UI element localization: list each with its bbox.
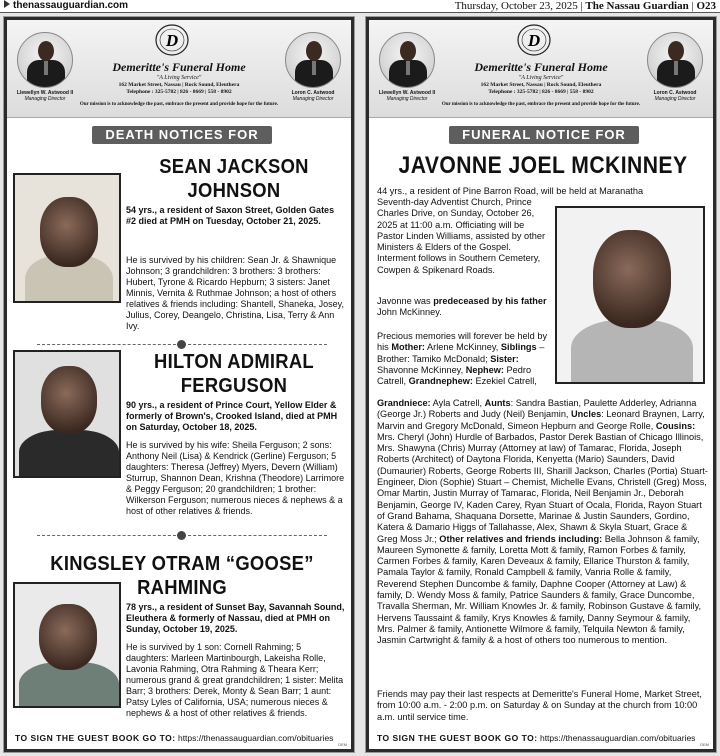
text: Pedro Catrell, [377, 364, 532, 387]
notice-separator [37, 531, 327, 540]
death-notices-column [4, 17, 354, 752]
issue-info: Thursday, October 23, 2025 | The Nassau Guardian | O23 [454, 0, 716, 12]
site-link[interactable] [4, 0, 128, 12]
arrow-icon [4, 0, 10, 8]
text: Mrs. Cheryl (John) Hurdle of Barbados, Pastor Derek Bastian of Chicago Illinois, Mrs. Shawyna (Chris) Murray (Attorney at law) of Tamarac, Florida, Joseph Roberts (Architect) of Daytona Florida, Kenyetta (Mario) Saunders, David (Dumaurier) Roberts, George Roberts III, Sharill Jackson, Charles (Portia) Stuart-Engineer, Dion (Sophie) Stuart – Chemist, Michelle Evans, Christell (Greg) Moss, Omar Martin, Justin Murray of Tamarac, Florida, Neil Benjamin Jr., Deborah Benjamin, George IV, Kaden Carey, Ryan Stuart of Ocala, Florida, Rayon Stuart of Grand Bahama, Shaquana Dorsette, Marinae & Justin Saunders, Gordino, Katera & Damario Higgs of Tallahasse, Alex, Shawn & Skyla Stuart, Grace & Greg Moss Jr.; [377, 431, 708, 544]
issue-date: Thursday, October 23, 2025 [454, 0, 578, 12]
text: John McKinney. [377, 307, 442, 318]
text: : Leonard Braynen, Larry, Marvin and Gregory McDonald, Simeon Hepburn and George Rolle, [377, 409, 705, 431]
deceased-name: HILTON ADMIRAL FERGUSON [154, 351, 314, 397]
paper-name: The Nassau Guardian [585, 0, 689, 12]
funeral-home-logo-icon [152, 23, 192, 57]
label: Cousins: [655, 420, 696, 431]
text: Arlene McKinney, [425, 342, 501, 353]
notice-lead: 54 yrs., a resident of Saxon Street, Golden Gates #2 died at PMH on Tuesday, October 21, 2025. [126, 205, 335, 226]
notice-body: He is survived by 1 son: Cornell Rahming; 5 daughters: Marleen Martinbourgh, Lakeisha Rolle, Lavonia Rahming, Otra Rahming & Theara Kerr; numerous grand & great grandchildren; 1 sister: Melita Barr; 3 brothers: Derek, Monty & Sean Barr; 1 aunt: Patsy Lyles of California, USA; numerous nieces & nephews & a host of other relatives & friends. [126, 642, 344, 718]
funeral-details: Seventh-day Adventist Church, Prince Charles Drive, on Sunday, October 26, 2025 at 11:00 a.m. Officiating will be Pastor Linden Williams, assisted by other Ministers & Elders of the Gospel. Interment follows in Southern Cemetery, Cowpen & Spikenard Roads. [377, 197, 545, 275]
label: Grandniece: [377, 398, 431, 408]
funeral-intro-top: 44 yrs., a resident of Pine Barron Road, will be held at Maranatha [377, 186, 644, 196]
director-title: Managing Director [654, 96, 696, 102]
page-number: O23 [696, 0, 716, 12]
director-name: Loron C. Astwood [291, 90, 335, 96]
text: : Sandra Bastian, Paulette Adderley, Adrianna (George Jr.) Roberts and Judy (Neil) Benjamin, [377, 398, 697, 420]
funeral-home-header [7, 20, 351, 118]
notice-separator [37, 340, 327, 349]
site-name: thenassauguardian.com [13, 0, 129, 11]
label: Other relatives and friends including: [439, 533, 603, 544]
director-caption-right [278, 90, 348, 102]
guest-book-line [15, 733, 345, 743]
funeral-home-header [369, 20, 713, 118]
ad-code: DEM [700, 742, 709, 747]
deceased-photo [555, 206, 705, 384]
mission-statement: Our mission is to acknowledge the past, embrace the present and provide hope for the future. [79, 102, 279, 107]
text: Javonne was [377, 296, 434, 306]
label: Sister: [490, 353, 519, 364]
survivors-paragraph-top [377, 331, 551, 387]
deceased-name: SEAN JACKSON JOHNSON [159, 156, 309, 202]
notice-lead: 90 yrs., a resident of Prince Court, Yellow Elder & formerly of Brown's, Crooked Island, died at PMH on Saturday, October 18, 2025. [126, 400, 338, 432]
ad-code: DEM [338, 742, 347, 747]
text: – Brother: Tamiko McDonald; [377, 342, 545, 364]
section-banner: FUNERAL NOTICE FOR [449, 126, 639, 144]
survivors-paragraph [377, 398, 709, 647]
deceased-photo [13, 173, 121, 303]
guest-book-link[interactable]: https://thenassauguardian.com/obituaries [177, 733, 334, 743]
page-header-bar [0, 0, 720, 13]
address: 162 Market Street, Nassau | Rock Sound, Eleuthera [480, 82, 602, 88]
funeral-notice-column [366, 17, 716, 752]
funeral-home-tagline: "A Living Service" [518, 75, 564, 81]
deceased-name: JAVONNE JOEL MCKINNEY [398, 152, 688, 179]
death-notice [13, 350, 345, 520]
deceased-photo [13, 582, 121, 708]
label: Aunts [484, 398, 511, 408]
phone: Telephone : 325-5782 | 826 - 8669 | 558 - 8902 [488, 88, 594, 95]
text: Precious memories will forever be held by his [377, 331, 548, 353]
text: Ayla Catrell, [430, 398, 485, 408]
text: Shavonne McKinney, [377, 364, 466, 375]
funeral-home-tagline: "A Living Service" [156, 75, 202, 81]
notice-body: He is survived by his wife: Sheila Ferguson; 2 sons: Anthony Neil (Lisa) & Kendrick (Gerline) Ferguson; 5 daughters: Theresa (Jeffrey) Myers, Devern (William) Sturrup, Shannon Dean, Krishna (Theodore) Larrimore & Peggy Ferguson; 20 grandchildren; 1 brother: Wilkerson Ferguson; numerous nieces & nephews & a host of other relatives & friends. [126, 440, 345, 516]
director-name: Llewellyn W. Astwood II [16, 90, 74, 96]
label: Nephew: [465, 364, 504, 375]
funeral-home-name: Demeritte's Funeral Home [474, 60, 608, 74]
label: Mother: [391, 342, 425, 353]
director-portrait-right [285, 32, 341, 88]
label: Uncles [571, 409, 602, 420]
guest-book-link[interactable]: https://thenassauguardian.com/obituaries [539, 733, 696, 743]
death-notice [13, 552, 345, 722]
deceased-photo [13, 350, 121, 478]
text: Bella Johnson & family, Maureen Symonette & family, Loretta Mott & family, Ramon Forbes & family, Carmen Forbes & family, Karen Deveaux & family, Ellarice Thurston & family, Pamala Taylor & family, Ronald Campbell & family, Vanria Rolle & family, Reverend Stephen Duncombe & family, Daphne Cooper (Attorney at Law) & family, D. Wendy Moss & family, Patrice Saunders & family, Grace Duncombe, Travalla Sherman, Mr. William Knowles Jr. & family, Robinson Gustave & family, Hervens Taussaint & family, Krys Knowles & family, Danny Seymour & family, Mrs. Palmer & family, Antionette Wilmore & family, Telquila Newton & family, Jasmin Cartwright & family & a host of others too numerous to mention. [377, 533, 702, 646]
notice-lead: 78 yrs., a resident of Sunset Bay, Savannah Sound, Eleuthera & formerly of Nassau, died at PMH on Sunday, October 19, 2025. [126, 602, 345, 634]
viewing-paragraph: Friends may pay their last respects at Demeritte's Funeral Home, Market Street, from 10:00 a.m. - 2:00 p.m. on Saturday & on Sunday at the church from 10:00 a.m. until service time. [377, 689, 702, 722]
director-title: Managing Director [386, 96, 428, 102]
text: Ezekiel Catrell, [472, 376, 537, 387]
director-portrait-right [647, 32, 703, 88]
mission-statement: Our mission is to acknowledge the past, embrace the present and provide hope for the future. [441, 102, 641, 107]
funeral-home-logo-icon [514, 23, 554, 57]
section-banner: DEATH NOTICES FOR [92, 126, 272, 144]
guest-book-line [377, 733, 707, 743]
death-notice [13, 155, 345, 335]
guest-book-label: TO SIGN THE GUEST BOOK GO TO: [15, 733, 176, 743]
predeceased-paragraph [377, 296, 551, 319]
director-name: Llewellyn W. Astwood II [378, 90, 436, 96]
label: Siblings [500, 342, 537, 353]
notice-body: He is survived by his children: Sean Jr. & Shawnique Johnson; 3 grandchildren: 3 brothers: 3 brothers: Hubert, Tyrone & Ricardo Hepburn; 3 sisters: Janet Minnis, Vernita & Ruthmae Johnson; a host of others relatives & friends including: Shantell, Shaneka, Josey, Julius, Corey, Deangelo, Christina, Lisa, Terry & Ann Ivy. [126, 255, 344, 331]
director-title: Managing Director [24, 96, 66, 102]
logo-letter: D [165, 31, 179, 50]
director-name: Loron C. Astwood [653, 90, 697, 96]
logo-letter: D [527, 31, 541, 50]
address: 162 Market Street, Nassau | Rock Sound, Eleuthera [118, 82, 240, 88]
funeral-home-name: Demeritte's Funeral Home [112, 60, 246, 74]
deceased-name: KINGSLEY OTRAM “GOOSE” RAHMING [50, 553, 314, 599]
label: Grandnephew: [408, 376, 473, 387]
director-title: Managing Director [292, 96, 334, 102]
predeceased-label: predeceased by his father [433, 296, 547, 306]
guest-book-label: TO SIGN THE GUEST BOOK GO TO: [377, 733, 538, 743]
phone: Telephone : 325-5782 | 826 - 8669 | 558 - 8902 [126, 88, 232, 95]
director-caption-right [640, 90, 710, 102]
